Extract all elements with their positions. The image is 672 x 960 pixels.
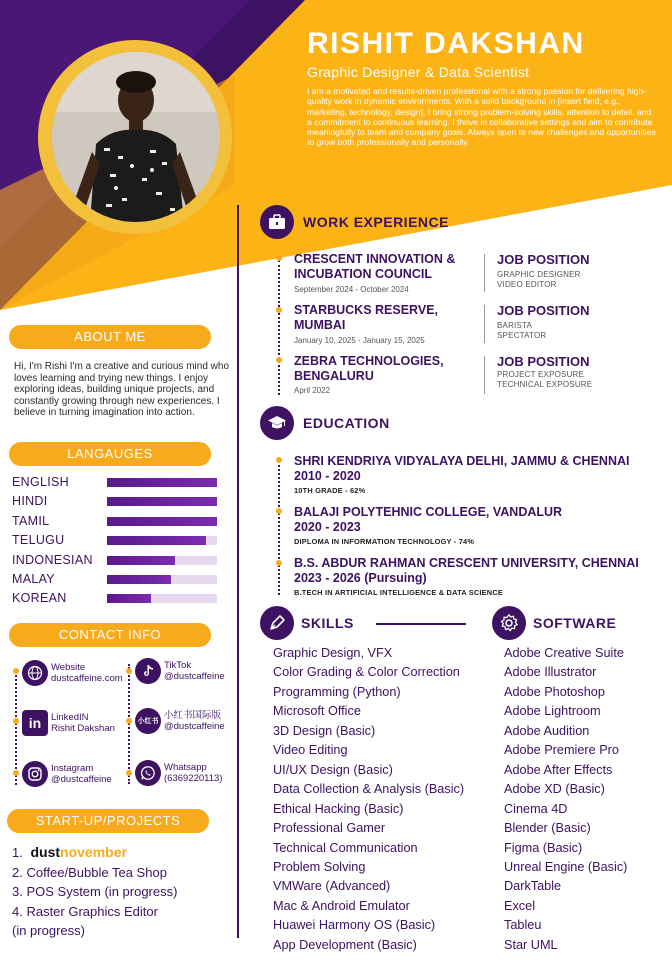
about-heading: ABOUT ME [9, 325, 211, 349]
contact-label: Website [51, 662, 86, 673]
skill-item: VMWare (Advanced) [273, 879, 391, 894]
language-row [12, 532, 222, 550]
timeline-dot [276, 508, 282, 514]
edu-school: SHRI KENDRIYA VIDYALAYA DELHI, JAMMU & CHENNAI [294, 454, 630, 468]
skills-list [273, 644, 464, 955]
skill-item: Mac & Android Emulator [273, 898, 410, 913]
skills-heading: SKILLS [301, 615, 354, 631]
edu-years: 2023 - 2026 (Pursuing) [294, 571, 427, 585]
bullet-dot [13, 770, 19, 776]
bullet-dot [13, 718, 19, 724]
job-position-label: JOB POSITION [497, 303, 590, 318]
language-level-fill [107, 594, 151, 603]
contact-label: 小红书国际版 [164, 710, 222, 721]
job-role: SPECTATOR [497, 331, 547, 340]
projects-heading: START-UP/PROJECTS [7, 809, 209, 833]
edu-detail: B.TECH IN ARTIFICIAL INTELLIGENCE & DATA SCIENCE [294, 588, 504, 597]
skill-item: Huawei Harmony OS (Basic) [273, 918, 436, 933]
job-date: April 2022 [294, 386, 331, 395]
job-org: STARBUCKS RESERVE, MUMBAI [294, 303, 439, 332]
timeline-dot [276, 307, 282, 313]
skill-item: Graphic Design, VFX [273, 646, 393, 660]
skill-item: Problem Solving [273, 859, 366, 874]
language-level-bar [107, 478, 217, 487]
software-item: Adobe After Effects [504, 762, 613, 777]
language-label: KOREAN [12, 591, 67, 606]
job-date: September 2024 - October 2024 [294, 285, 409, 294]
gear-icon [492, 606, 526, 640]
job-position-label: JOB POSITION [497, 252, 590, 267]
whatsapp-icon [135, 760, 161, 786]
language-level-bar [107, 575, 217, 584]
pen-tool-icon [260, 606, 294, 640]
contact-whatsapp[interactable] [135, 760, 222, 786]
software-item: DarkTable [504, 879, 562, 894]
briefcase-icon [260, 205, 294, 239]
software-item: Star UML [504, 937, 558, 952]
job-role: VIDEO EDITOR [497, 280, 557, 289]
contact-value: @dustcaffeine [164, 671, 225, 682]
contact-heading: CONTACT INFO [9, 623, 211, 647]
language-row [12, 571, 222, 589]
software-item: Excel [504, 898, 536, 913]
contact-value: dustcaffeine.com [51, 673, 123, 684]
skill-item: Data Collection & Analysis (Basic) [273, 782, 465, 797]
header [307, 26, 657, 148]
job-separator [484, 305, 485, 343]
language-level-fill [107, 575, 171, 584]
skills-rule [376, 623, 466, 625]
tiktok-icon [135, 658, 161, 684]
edu-years: 2020 - 2023 [294, 520, 361, 534]
edu-detail: DIPLOMA IN INFORMATION TECHNOLOGY - 74% [294, 537, 475, 546]
language-row [12, 493, 222, 511]
software-item: Adobe Premiere Pro [504, 743, 619, 758]
edu-years: 2010 - 2020 [294, 469, 361, 483]
edu-school: B.S. ABDUR RAHMAN CRESCENT UNIVERSITY, CHENNAI [294, 556, 639, 570]
bullet-dot [126, 718, 132, 724]
language-row [12, 474, 222, 492]
xiaohongshu-icon: 小红书 [135, 708, 161, 734]
candidate-name: RISHIT DAKSHAN [307, 27, 585, 60]
software-item: Cinema 4D [504, 801, 568, 816]
language-row [12, 552, 222, 570]
timeline-dot [276, 255, 282, 261]
project-item: 2. Coffee/Bubble Tea Shop [12, 864, 167, 880]
dustnovember-logo [30, 844, 126, 860]
software-item: Adobe Photoshop [504, 684, 605, 699]
timeline-dot [276, 357, 282, 363]
summary-text: I am a motivated and results-driven professional with a strong passion for delivering high-quality work in dynamic environments. With a solid background in [insert field, e.g., marketing, technology, design], I bring strong problem-solving skills, attention to detail, and a commitment to continuous learning. I thrive in collaborative settings and aim to contribute meaningfully to team and company goals. Always open to new challenges and opportunities to grow both professionally and personally. [307, 86, 656, 148]
contact-xiaohongshu[interactable] [135, 708, 225, 734]
bullet-dot [126, 770, 132, 776]
edu-school: BALAJI POLYTEHNIC COLLEGE, VANDALUR [294, 505, 563, 519]
skill-item: Technical Communication [273, 840, 418, 855]
contact-label: LinkedIN [51, 712, 89, 723]
contact-label: TikTok [164, 660, 192, 671]
linkedin-icon: in [22, 710, 48, 736]
project-item: 4. Raster Graphics Editor [12, 903, 158, 919]
language-label: TELUGU [12, 533, 65, 548]
software-item: Unreal Engine (Basic) [504, 859, 628, 874]
skill-item: UI/UX Design (Basic) [273, 762, 393, 777]
skill-item: Ethical Hacking (Basic) [273, 801, 404, 816]
job-role: BARISTA [497, 321, 533, 330]
contact-label: Whatsapp [164, 762, 207, 773]
profile-photo [38, 40, 232, 234]
work-timeline [278, 260, 280, 395]
software-list [504, 644, 627, 955]
contact-value: (6369220113) [164, 773, 223, 784]
language-level-bar [107, 497, 217, 506]
language-level-fill [107, 478, 217, 487]
language-label: HINDI [12, 494, 48, 509]
language-level-fill [107, 497, 217, 506]
contact-linkedin[interactable] [22, 710, 115, 736]
job-org: CRESCENT INNOVATION & INCUBATION COUNCIL [294, 252, 456, 281]
graduation-cap-icon [260, 406, 294, 440]
language-label: TAMIL [12, 513, 50, 528]
language-level-fill [107, 517, 217, 526]
software-item: Figma (Basic) [504, 840, 583, 855]
contact-value: @dustcaffeine [164, 721, 225, 732]
language-level-bar [107, 594, 217, 603]
skill-item: Color Grading & Color Correction [273, 665, 460, 680]
language-level-fill [107, 556, 175, 565]
software-item: Adobe XD (Basic) [504, 782, 605, 797]
software-item: Blender (Basic) [504, 821, 591, 836]
skill-item: Professional Gamer [273, 821, 386, 836]
software-item: Adobe Creative Suite [504, 646, 624, 660]
job-separator [484, 356, 485, 394]
project-number: 1. [12, 845, 23, 860]
language-row [12, 590, 222, 608]
software-item: Adobe Lightroom [504, 704, 601, 719]
project-item [12, 843, 177, 863]
language-level-bar [107, 536, 217, 545]
bullet-dot [126, 668, 132, 674]
about-text: Hi, I'm Rishi I'm a creative and curious mind who loves learning and trying new things. I enjoy exploring ideas, building unique projects, and constantly growing through new experiences. I believe in turning imagination into action. [14, 361, 230, 419]
candidate-title: Graphic Designer & Data Scientist [307, 64, 530, 80]
language-level-bar [107, 556, 217, 565]
job-role: PROJECT EXPOSURE [497, 370, 585, 379]
software-item: Tableu [504, 918, 542, 933]
language-level-bar [107, 517, 217, 526]
job-separator [484, 254, 485, 292]
software-heading: SOFTWARE [533, 615, 617, 631]
job-role: TECHNICAL EXPOSURE [497, 380, 593, 389]
contact-tiktok[interactable] [135, 658, 225, 684]
contact-dots-left [15, 670, 17, 785]
contact-dots-right [128, 664, 130, 784]
language-row [12, 513, 222, 531]
contact-value: @dustcaffeine [51, 774, 112, 785]
skill-item: 3D Design (Basic) [273, 723, 376, 738]
skill-item: Microsoft Office [273, 704, 361, 719]
contact-instagram[interactable] [22, 761, 112, 787]
education-heading: EDUCATION [303, 415, 390, 431]
language-label: MALAY [12, 572, 55, 586]
software-item: Adobe Audition [504, 723, 590, 738]
contact-website[interactable] [22, 660, 123, 686]
language-level-fill [107, 536, 206, 545]
timeline-dot [276, 457, 282, 463]
job-role: GRAPHIC DESIGNER [497, 270, 581, 279]
contact-value: Rishit Dakshan [51, 723, 115, 734]
education-timeline [278, 460, 280, 595]
column-divider [237, 205, 239, 938]
logo-text-november: november [60, 844, 127, 860]
instagram-icon [22, 761, 48, 787]
timeline-dot [276, 560, 282, 566]
job-org: ZEBRA TECHNOLOGIES, BENGALURU [294, 354, 444, 383]
languages-heading: LANGAUGES [9, 442, 211, 466]
contact-label: Instagram [51, 763, 94, 774]
skill-item: App Development (Basic) [273, 937, 417, 952]
profile-photo-image [52, 52, 220, 222]
globe-icon [22, 660, 48, 686]
software-item: Adobe Illustrator [504, 665, 597, 680]
language-label: ENGLISH [12, 475, 69, 489]
projects-list [12, 843, 177, 941]
logo-text-dust: dust [30, 844, 61, 860]
job-position-label: JOB POSITION [497, 354, 590, 369]
project-item: 3. POS System (in progress) [12, 884, 178, 899]
job-date: January 10, 2025 - January 15, 2025 [294, 336, 425, 345]
bullet-dot [13, 668, 19, 674]
work-heading: WORK EXPERIENCE [303, 214, 449, 230]
skill-item: Video Editing [273, 743, 348, 758]
edu-detail: 10TH GRADE - 62% [294, 486, 366, 495]
project-item: (in progress) [12, 923, 85, 938]
language-label: INDONESIAN [12, 552, 93, 567]
skill-item: Programming (Python) [273, 684, 401, 699]
